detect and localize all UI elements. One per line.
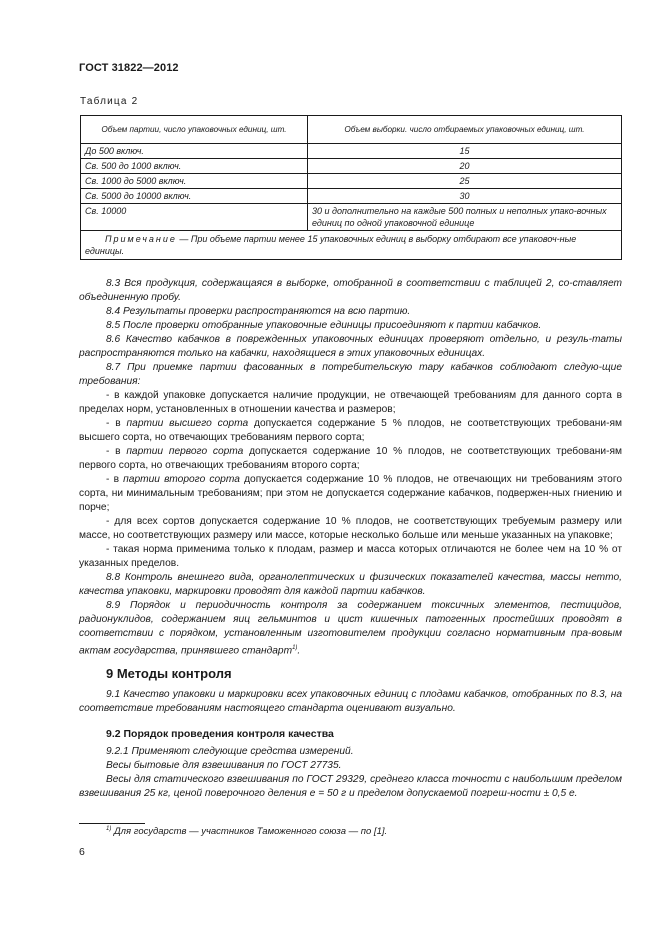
sample-size-table bbox=[80, 115, 622, 260]
requirement-item: - в партии второго сорта допускается содержание 10 % плодов, не отвечающих ни требованиям этого сорта, ни минимальным требованиям; при этом не допускается содержание кабачков, подвержен-ных гниению и порче; bbox=[79, 474, 623, 513]
table-cell-sample: 15 bbox=[308, 144, 622, 159]
paragraph-scales-static: Весы для статического взвешивания по ГОСТ 29329, среднего класса точности с наибольшим пределом взвешивания 25 кг, ценой поверочного деления е = 50 г и пределом допускаемой погреш-ности ± 0,5 е. bbox=[79, 774, 622, 799]
table-note-row bbox=[81, 231, 622, 260]
table-note bbox=[81, 231, 622, 260]
page-number: 6 bbox=[79, 846, 85, 858]
table-note-label: Примечание bbox=[105, 234, 177, 244]
paragraph-8-3: 8.3 Вся продукция, содержащаяся в выборке, отобранной в соответствии с таблицей 2, со-ставляет объединенную пробу. bbox=[79, 278, 622, 303]
section-8-body bbox=[79, 277, 622, 658]
table-cell-sample: 20 bbox=[308, 159, 622, 174]
table-cell-lot: До 500 включ. bbox=[81, 144, 308, 159]
table-header-lot: Объем партии, число упаковочных единиц, шт. bbox=[81, 116, 308, 144]
requirement-item: - в каждой упаковке допускается наличие продукции, не отвечающей требованиям для данного сорта в пределах норм, установленных в отношении качества и размеров; bbox=[79, 390, 622, 415]
table-row bbox=[81, 174, 622, 189]
document-header: ГОСТ 31822—2012 bbox=[79, 62, 179, 74]
table-cell-sample: 25 bbox=[308, 174, 622, 189]
table-cell-lot: Св. 5000 до 10000 включ. bbox=[81, 189, 308, 204]
table-row bbox=[81, 204, 622, 231]
table-header-row bbox=[81, 116, 622, 144]
table-cell-lot: Св. 10000 bbox=[81, 204, 308, 231]
paragraph-8-7: 8.7 При приемке партии фасованных в потребительскую тару кабачков соблюдают следую-щие требования: bbox=[79, 362, 622, 387]
table-cell-lot: Св. 1000 до 5000 включ. bbox=[81, 174, 308, 189]
paragraph-8-6: 8.6 Качество кабачков в поврежденных упаковочных единицах проверяют отдельно, и резуль-таты распространяются только на кабачки, находящиеся в этих упаковочных единицах. bbox=[79, 334, 622, 359]
footnote-ref: 1) bbox=[292, 645, 298, 651]
requirement-item: - для всех сортов допускается содержание 10 % плодов, не соответствующих требуемым размеру или массе, но соответствующих размеру или массе, которые несколько больше или меньше указанных на упаковке; bbox=[79, 516, 622, 541]
paragraph-scales-household: Весы бытовые для взвешивания по ГОСТ 27735. bbox=[106, 760, 342, 771]
section-9-2-body bbox=[79, 745, 622, 801]
table-header-sample: Объем выборки. число отбираемых упаковочных единиц, шт. bbox=[308, 116, 622, 144]
requirement-item: - в партии высшего сорта допускается содержание 5 % плодов, не соответствующих требовани-ям высшего сорта, но отвечающих требованиям первого сорта; bbox=[79, 418, 622, 443]
table-row bbox=[81, 159, 622, 174]
paragraph-9-1: 9.1 Качество упаковки и маркировки всех упаковочных единиц с плодами кабачков, отобранных по 8.3, на соответствие требованиям настоящего стандарта оценивают визуально. bbox=[79, 689, 622, 714]
paragraph-8-4: 8.4 Результаты проверки распространяются на всю партию. bbox=[106, 306, 411, 317]
paragraph-8-8: 8.8 Контроль внешнего вида, органолептических и физических показателей качества, массы нетто, качества упаковки, маркировки проводят для каждой партии кабачков. bbox=[79, 572, 622, 597]
requirement-item: - такая норма применима только к плодам, размер и масса которых отличаются не более чем на 10 % от указанных пределов. bbox=[79, 544, 622, 569]
table-cell-lot: Св. 500 до 1000 включ. bbox=[81, 159, 308, 174]
section-9-title: 9 Методы контроля bbox=[106, 666, 232, 681]
table-note-text: — При объеме партии менее 15 упаковочных единиц в выборку отбирают все упаковоч-ные единицы. bbox=[85, 234, 577, 256]
table-caption: Таблица 2 bbox=[80, 96, 139, 107]
footnote bbox=[106, 826, 387, 837]
table-cell-sample: 30 bbox=[308, 189, 622, 204]
footnote-mark: 1) bbox=[106, 826, 112, 832]
requirement-item: - в партии первого сорта допускается содержание 10 % плодов, не соответствующих требовани-ям первого сорта, но отвечающих требованиям второго сорта; bbox=[79, 446, 622, 471]
subsection-9-2-title: 9.2 Порядок проведения контроля качества bbox=[106, 728, 334, 740]
table-cell-sample: 30 и дополнительно на каждые 500 полных и неполных упако-вочных единиц по одной упаковочной единице bbox=[308, 204, 622, 231]
footnote-text: Для государств — участников Таможенного союза — по [1]. bbox=[111, 826, 388, 838]
paragraph-9-2-1: 9.2.1 Применяют следующие средства измерений. bbox=[106, 746, 354, 757]
footnote-divider bbox=[79, 823, 145, 824]
paragraph-8-9: 8.9 Порядок и периодичность контроля за содержанием токсичных элементов, пестицидов, радионуклидов, содержанием яиц гельминтов и цист кишечных патогенных простейших проводят в соответствии с порядком, установленным изготовителем продукции согласно нормативным пра-вовым актам государства, принявшего стандарт$^{1)}$. bbox=[79, 600, 622, 657]
table-row bbox=[81, 189, 622, 204]
section-9-1-body bbox=[79, 688, 622, 716]
paragraph-8-5: 8.5 После проверки отобранные упаковочные единицы присоединяют к партии кабачков. bbox=[106, 320, 542, 331]
table-row bbox=[81, 144, 622, 159]
